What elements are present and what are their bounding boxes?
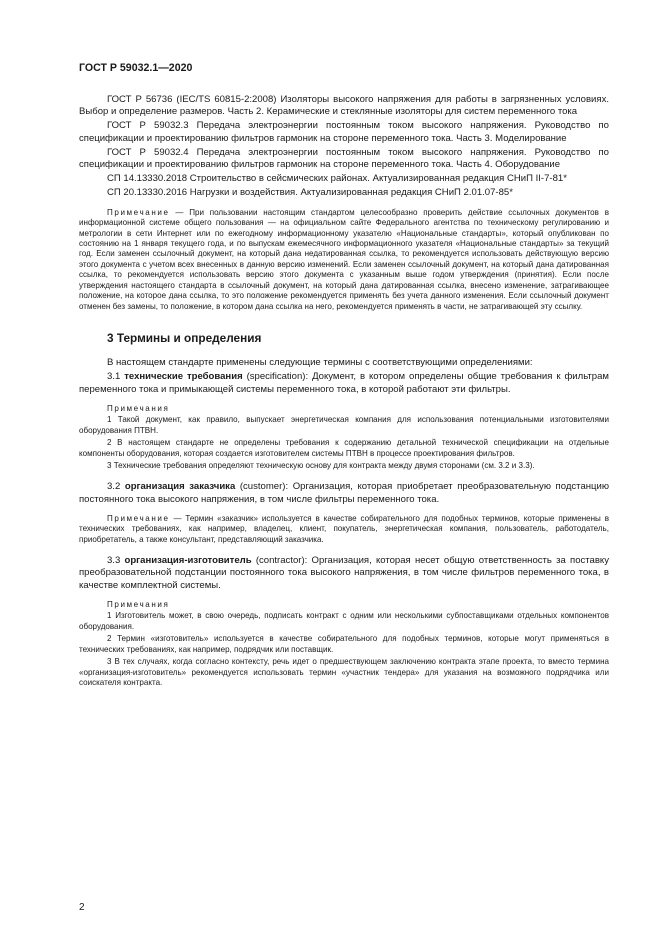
term-3-1-definition: (specification): Документ, в котором определены общие требования к фильтрам переменного тока и примыкающей системы переменного тока, в которой работают эти фильтры. [79, 371, 609, 395]
term-3-1-title: технические требования [124, 371, 243, 383]
term-3-3-note-2: 2 Термин «изготовитель» используется в качестве собирательного для подобных терминов, которые могут применяться в технических требованиях, как например, подрядчик или поставщик. [79, 634, 609, 654]
term-3-1-note-1: 1 Такой документ, как правило, выпускает энергетическая компания для использования потенциальными изготовителями оборудования ПТВН. [79, 415, 609, 435]
reference-gost-56736: ГОСТ Р 56736 (IEC/TS 60815-2:2008) Изоляторы высокого напряжения для работы в загрязненных условиях. Выбор и определение размеров. Часть 2. Керамические и стеклянные изоляторы для систем переменного тока [79, 94, 609, 118]
term-3-2-number: 3.2 [107, 481, 125, 493]
term-3-2-title: организация заказчика [124, 481, 236, 493]
term-3-2-note-lead: Примечание [107, 513, 170, 523]
term-3-3 [79, 555, 609, 592]
term-3-3-note-3: 3 В тех случаях, когда согласно контексту, речь идет о предшествующем заключению контракта этапе проекта, то вместо термина «организация-изготовитель» рекомендуется использовать термин «участник тендера» для указания на возможного подрядчика или соискателя контракта. [79, 657, 609, 688]
reference-gost-59032-3: ГОСТ Р 59032.3 Передача электроэнергии постоянным током высокого напряжения. Руководство по спецификации и проектированию фильтров гармоник на стороне переменного тока. Часть 3. Моделирование [79, 120, 609, 144]
term-3-2-note [79, 514, 609, 545]
document-header: ГОСТ Р 59032.1—2020 [79, 62, 193, 74]
references-note-lead: Примечание [107, 207, 170, 217]
reference-sp-20: СП 20.13330.2016 Нагрузки и воздействия. Актуализированная редакция СНиП 2.01.07-85* [107, 187, 513, 199]
term-3-1-notes-heading: Примечания [107, 403, 170, 413]
term-3-3-notes-heading: Примечания [107, 599, 170, 609]
term-3-2 [79, 481, 609, 505]
page-number: 2 [79, 902, 85, 913]
references-note-text: — При пользовании настоящим стандартом целесообразно проверить действие ссылочных документов в информационной системе общего пользования — на официальном сайте Федерального агентства по техническому регулированию и метрологии в сети Интернет или по ежегодному информационному указателю «Национальные стандарты», который опубликован по состоянию на 1 января текущего года, и по выпускам ежемесячного информационного указателя «Национальные стандарты» за текущий год. Если заменен ссылочный документ, на который дана недатированная ссылка, то рекомендуется использовать действующую версию этого документа с учетом всех внесенных в данную версию изменений. Если заменен ссылочный документ, на который дана датированная ссылка, то рекомендуется использовать версию этого документа с указанным выше годом утверждения (принятия). Если после утверждения настоящего стандарта в ссылочный документ, на который дана датированная ссылка, внесено изменение, затрагивающее положение, на которое дана ссылка, то это положение рекомендуется применять без учета данного изменения. Если ссылочный документ отменен без замены, то положение, в котором дана ссылка на него, рекомендуется применять в части, не затрагивающей эту ссылку. [79, 207, 609, 311]
term-3-3-number: 3.3 [107, 555, 125, 567]
term-3-2-definition: (customer): Организация, которая приобретает преобразовательную подстанцию постоянного тока высокого напряжения, в том числе фильтры переменного тока. [79, 481, 609, 505]
section-3-heading: 3 Термины и определения [107, 331, 262, 346]
term-3-2-note-text: — Термин «заказчик» используется в качестве собирательного для подобных терминов, которые применены в технических требованиях, как например, владелец, клиент, покупатель, энергетическая компания, пользователь, работодатель, приобретатель, а также консультант, представляющий заказчика. [79, 513, 609, 544]
term-3-1 [79, 371, 609, 395]
section-3-intro: В настоящем стандарте применены следующие термины с соответствующими определениями: [107, 357, 533, 369]
term-3-1-number: 3.1 [107, 371, 125, 383]
term-3-1-note-3: 3 Технические требования определяют техническую основу для контракта между двумя сторонами (см. 3.2 и 3.3). [107, 461, 535, 471]
reference-gost-59032-4: ГОСТ Р 59032.4 Передача электроэнергии постоянным током высокого напряжения. Руководство по спецификации и проектированию фильтров гармоник на стороне переменного тока. Часть 4. Оборудование [79, 146, 609, 171]
references-note [79, 208, 609, 313]
term-3-3-title: организация-изготовитель [124, 555, 252, 567]
reference-sp-14: СП 14.13330.2018 Строительство в сейсмических районах. Актуализированная редакция СНиП II-7-81* [107, 173, 567, 185]
term-3-3-definition: (contractor): Организация, которая несет общую ответственность за поставку преобразовательной подстанции постоянного тока высокого напряжения, в том числе фильтров переменного тока, в качестве комплектной системы. [79, 555, 609, 591]
term-3-1-note-2: 2 В настоящем стандарте не определены требования к содержанию детальной технической спецификации на отдельные компоненты оборудования, которая создается изготовителем системы ПТВН в процессе проектирования фильтров. [79, 438, 609, 458]
term-3-3-note-1: 1 Изготовитель может, в свою очередь, подписать контракт с одним или несколькими субпоставщиками отдельных компонентов оборудования. [79, 611, 609, 631]
